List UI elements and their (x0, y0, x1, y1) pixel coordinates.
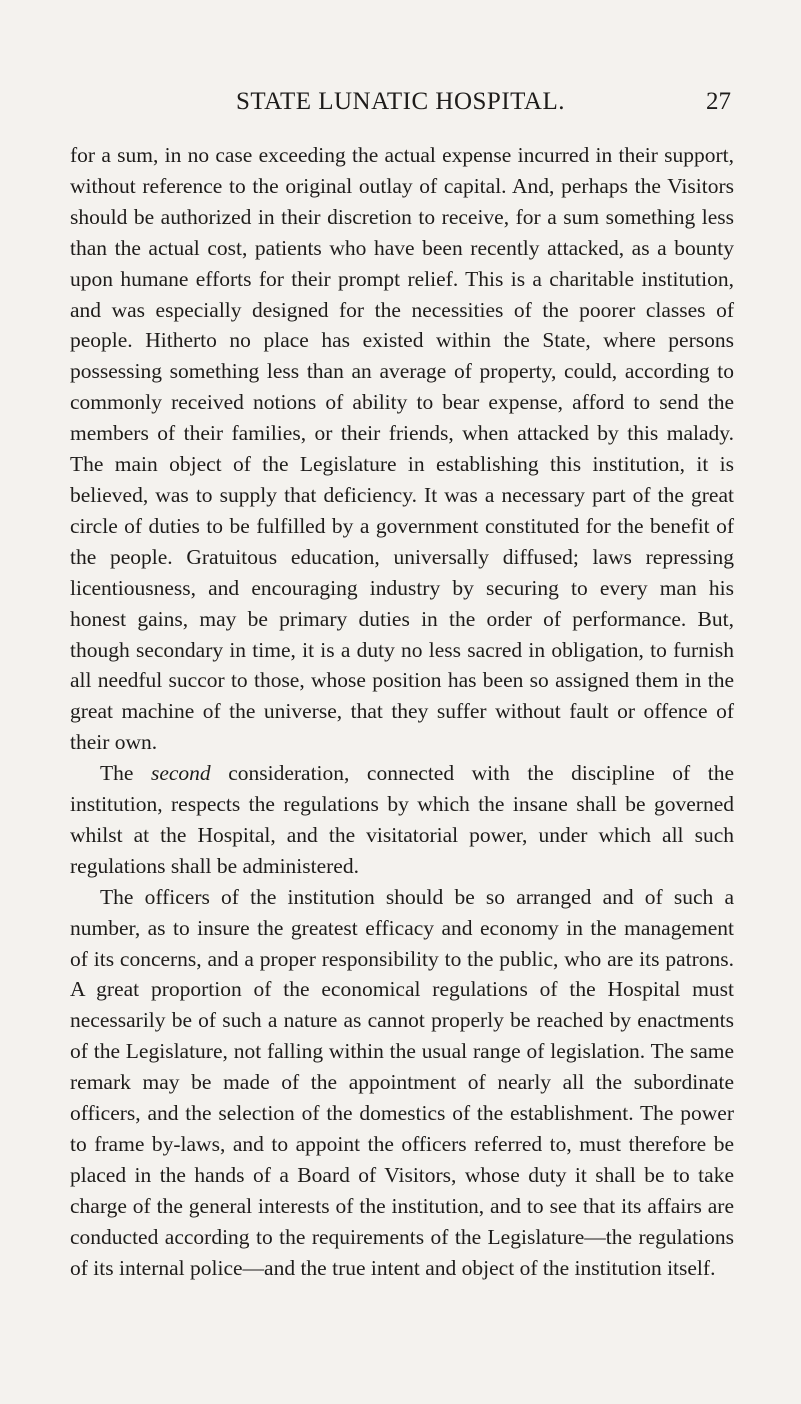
emphasis-second: second (150, 761, 211, 786)
paragraph-3: The officers of the institution should be so arranged and of such a number, as to insure the greatest efficacy and economy in the management of its concerns, and a proper responsibility to the public, who are its patrons. A great proportion of the economical regulations of the Hospital must necessarily be of such a nature as cannot properly be reached by enactments of the Legislature, not falling within the usual range of legislation. The same remark may be made of the appointment of nearly all the subordinate officers, and the selection of the domestics of the establishment. The power to frame by-laws, and to appoint the officers referred to, must therefore be placed in the hands of a Board of Visitors, whose duty it shall be to take charge of the general interests of the institution, and to see that its affairs are conducted according to the requirements of the Legislature—the regulations of its internal police—and the true intent and object of the institution itself. (70, 884, 734, 1280)
paragraph-1: for a sum, in no case exceeding the actual expense incurred in their support, without reference to the original outlay of capital. And, perhaps the Visitors should be authorized in their discretion to receive, for a sum something less than the actual cost, patients who have been recently attacked, as a bounty upon humane efforts for their prompt relief. This is a charitable institution, and was especially designed for the necessities of the poorer classes of people. Hitherto no place has existed within the State, where persons possessing something less than an average of property, could, according to commonly received notions of ability to bear expense, afford to send the members of their families, or their friends, when attacked by this malady. The main object of the Legislature in establishing this institution, it is believed, was to supply that deficiency. It was a necessary part of the great circle of duties to be fulfilled by a government constituted for the benefit of the people. Gratuitous education, universally diffused; laws repressing licentiousness, and encouraging industry by securing to every man his honest gains, may be primary duties in the order of performance. But, though secondary in time, it is a duty no less sacred in obligation, to furnish all needful succor to those, whose position has been so assigned them in the great machine of the universe, that they suffer without fault or offence of their own. (70, 143, 734, 755)
page-number: 27 (706, 88, 731, 115)
body-text (70, 140, 734, 1284)
page-header (70, 88, 731, 128)
paragraph-2-rest: consideration, connected with the discipline of the institution, respects the regulations by which the insane shall be governed whilst at the Hospital, and the visitatorial power, under which all such regulations shall be administered. (70, 761, 734, 878)
running-head: STATE LUNATIC HOSPITAL. (235, 88, 566, 115)
paragraph-2 (70, 758, 734, 882)
paragraph-2-lead: The (100, 761, 151, 786)
